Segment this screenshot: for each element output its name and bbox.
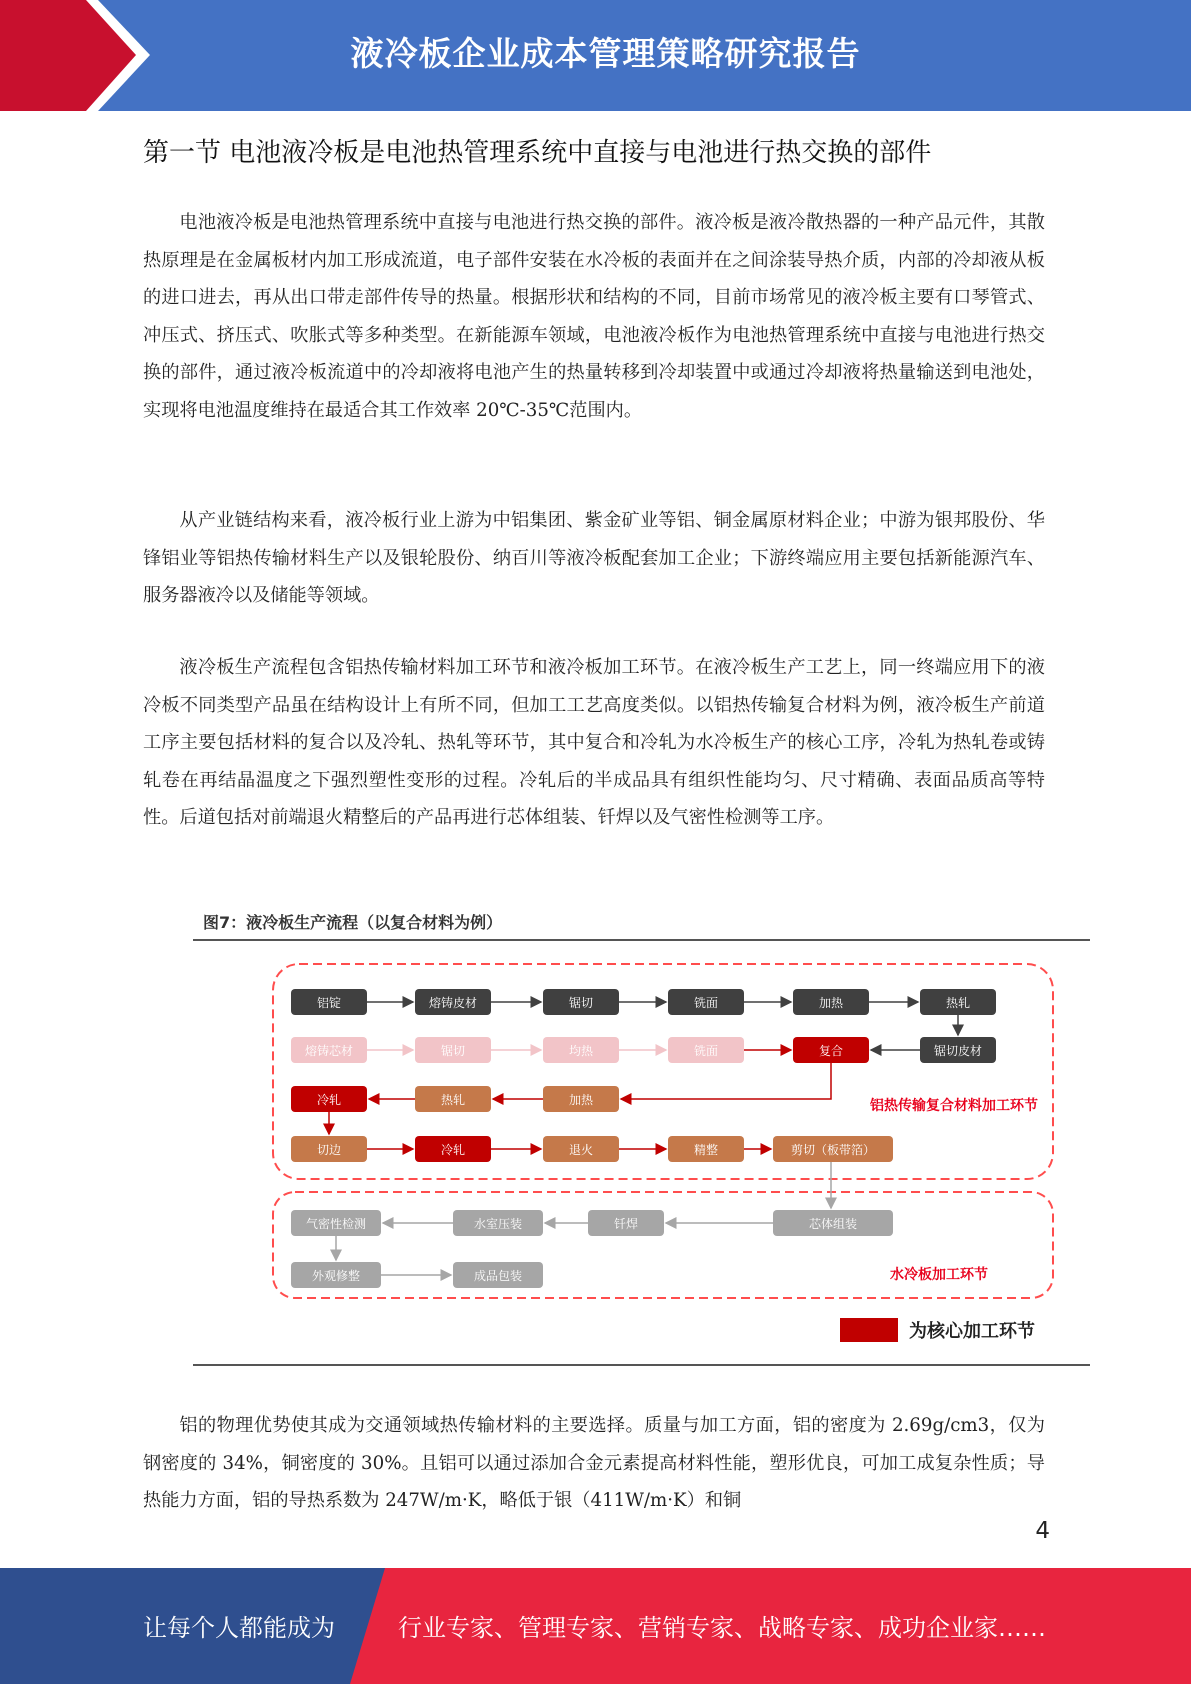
flow-box-label-r4-1: 冷轧 bbox=[440, 1143, 466, 1157]
flow-box-label-r2-4: 复合 bbox=[818, 1044, 844, 1058]
legend-label: 为核心加工环节 bbox=[909, 1321, 1035, 1342]
flow-box-label-r1-0: 铝锭 bbox=[316, 996, 342, 1010]
flow-box-label-r1-4: 加热 bbox=[818, 996, 844, 1010]
group1-label: 铝热传输复合材料加工环节 bbox=[870, 1098, 1038, 1114]
flow-box-label-r5-2: 钎焊 bbox=[613, 1217, 639, 1231]
flow-box-label-r1-5: 热轧 bbox=[945, 996, 971, 1010]
body-paragraph-2: 从产业链结构来看，液冷板行业上游为中铝集团、紫金矿业等铝、铜金属原材料企业；中游为银邦股份、华锋铝业等铝热传输材料生产以及银轮股份、纳百川等液冷板配套加工企业；下游终端应用主要包括新能源汽车、服务器液冷以及储能等领域。 bbox=[143, 510, 1045, 607]
group2-label: 水冷板加工环节 bbox=[890, 1267, 988, 1283]
page-number: 4 bbox=[1035, 1518, 1050, 1544]
flow-box-label-r2-2: 均热 bbox=[568, 1044, 594, 1058]
body-paragraph-4: 铝的物理优势使其成为交通领域热传输材料的主要选择。质量与加工方面，铝的密度为 2.69g/cm3，仅为钢密度的 34%，铜密度的 30%。且铝可以通过添加合金元素提高材料性能，塑形优良，可加工成复杂性质；导热能力方面，铝的导热系数为 247W/m·K，略低于银（411W/m·K）和铜 bbox=[143, 1415, 1045, 1512]
footer-slogan-left: 让每个人都能成为 bbox=[143, 1614, 335, 1642]
production-flow-figure bbox=[193, 900, 1090, 1370]
flow-box-label-r3-1: 热轧 bbox=[440, 1093, 466, 1107]
figure-title: 图7：液冷板生产流程（以复合材料为例） bbox=[203, 913, 503, 932]
production-flow-diagram bbox=[193, 900, 1090, 1370]
flow-box-label-r3-0: 冷轧 bbox=[316, 1093, 342, 1107]
flow-box-label-r2-5: 锯切皮材 bbox=[933, 1044, 983, 1058]
body-paragraph-1: 电池液冷板是电池热管理系统中直接与电池进行热交换的部件。液冷板是液冷散热器的一种产品元件，其散热原理是在金属板材内加工形成流道，电子部件安装在水冷板的表面并在之间涂装导热介质，内部的冷却液从板的进口进去，再从出口带走部件传导的热量。根据形状和结构的不同，目前市场常见的液冷板主要有口琴管式、冲压式、挤压式、吹胀式等多种类型。在新能源车领域，电池液冷板作为电池热管理系统中直接与电池进行热交换的部件，通过液冷板流道中的冷却液将电池产生的热量转移到冷却装置中或通过冷却液将热量输送到电池处，实现将电池温度维持在最适合其工作效率 20℃-35℃范围内。 bbox=[143, 212, 1045, 421]
flow-arrow-r2-down bbox=[621, 1063, 831, 1099]
flow-box-label-r2-0: 熔铸芯材 bbox=[304, 1044, 354, 1058]
flow-box-label-r1-3: 铣面 bbox=[693, 996, 719, 1010]
footer-slogan-right: 行业专家、管理专家、营销专家、战略专家、成功企业家…… bbox=[398, 1614, 1046, 1642]
flow-box-label-r6-1: 成品包装 bbox=[473, 1269, 523, 1283]
flow-box-label-r1-2: 锯切 bbox=[568, 996, 594, 1010]
flow-box-label-r6-0: 外观修整 bbox=[311, 1269, 361, 1283]
flow-box-label-r5-3: 芯体组装 bbox=[808, 1217, 858, 1231]
flow-box-label-r2-1: 锯切 bbox=[440, 1044, 466, 1058]
flow-box-label-r3-2: 加热 bbox=[568, 1093, 594, 1107]
flow-box-label-r4-0: 切边 bbox=[316, 1143, 342, 1157]
page-footer bbox=[0, 1568, 1191, 1684]
flow-box-label-r4-3: 精整 bbox=[693, 1143, 719, 1157]
flow-box-label-r2-3: 铣面 bbox=[693, 1044, 719, 1058]
body-paragraph-3: 液冷板生产流程包含铝热传输材料加工环节和液冷板加工环节。在液冷板生产工艺上，同一终端应用下的液冷板不同类型产品虽在结构设计上有所不同，但加工工艺高度类似。以铝热传输复合材料为例，液冷板生产前道工序主要包括材料的复合以及冷轧、热轧等环节，其中复合和冷轧为水冷板生产的核心工序，冷轧为热轧卷或铸轧卷在再结晶温度之下强烈塑性变形的过程。冷轧后的半成品具有组织性能均匀、尺寸精确、表面品质高等特性。后道包括对前端退火精整后的产品再进行芯体组装、钎焊以及气密性检测等工序。 bbox=[143, 657, 1045, 829]
header-title: 液冷板企业成本管理策略研究报告 bbox=[350, 34, 861, 73]
section-heading: 第一节 电池液冷板是电池热管理系统中直接与电池进行热交换的部件 bbox=[143, 138, 932, 168]
flow-box-label-r5-1: 水室压装 bbox=[473, 1217, 523, 1231]
flow-box-label-r5-0: 气密性检测 bbox=[305, 1217, 367, 1231]
legend-swatch bbox=[840, 1318, 898, 1342]
flow-box-label-r4-4: 剪切（板带箔） bbox=[790, 1143, 876, 1157]
page-header bbox=[0, 0, 1191, 111]
flow-box-label-r1-1: 熔铸皮材 bbox=[428, 996, 478, 1010]
flow-box-label-r4-2: 退火 bbox=[568, 1143, 594, 1157]
